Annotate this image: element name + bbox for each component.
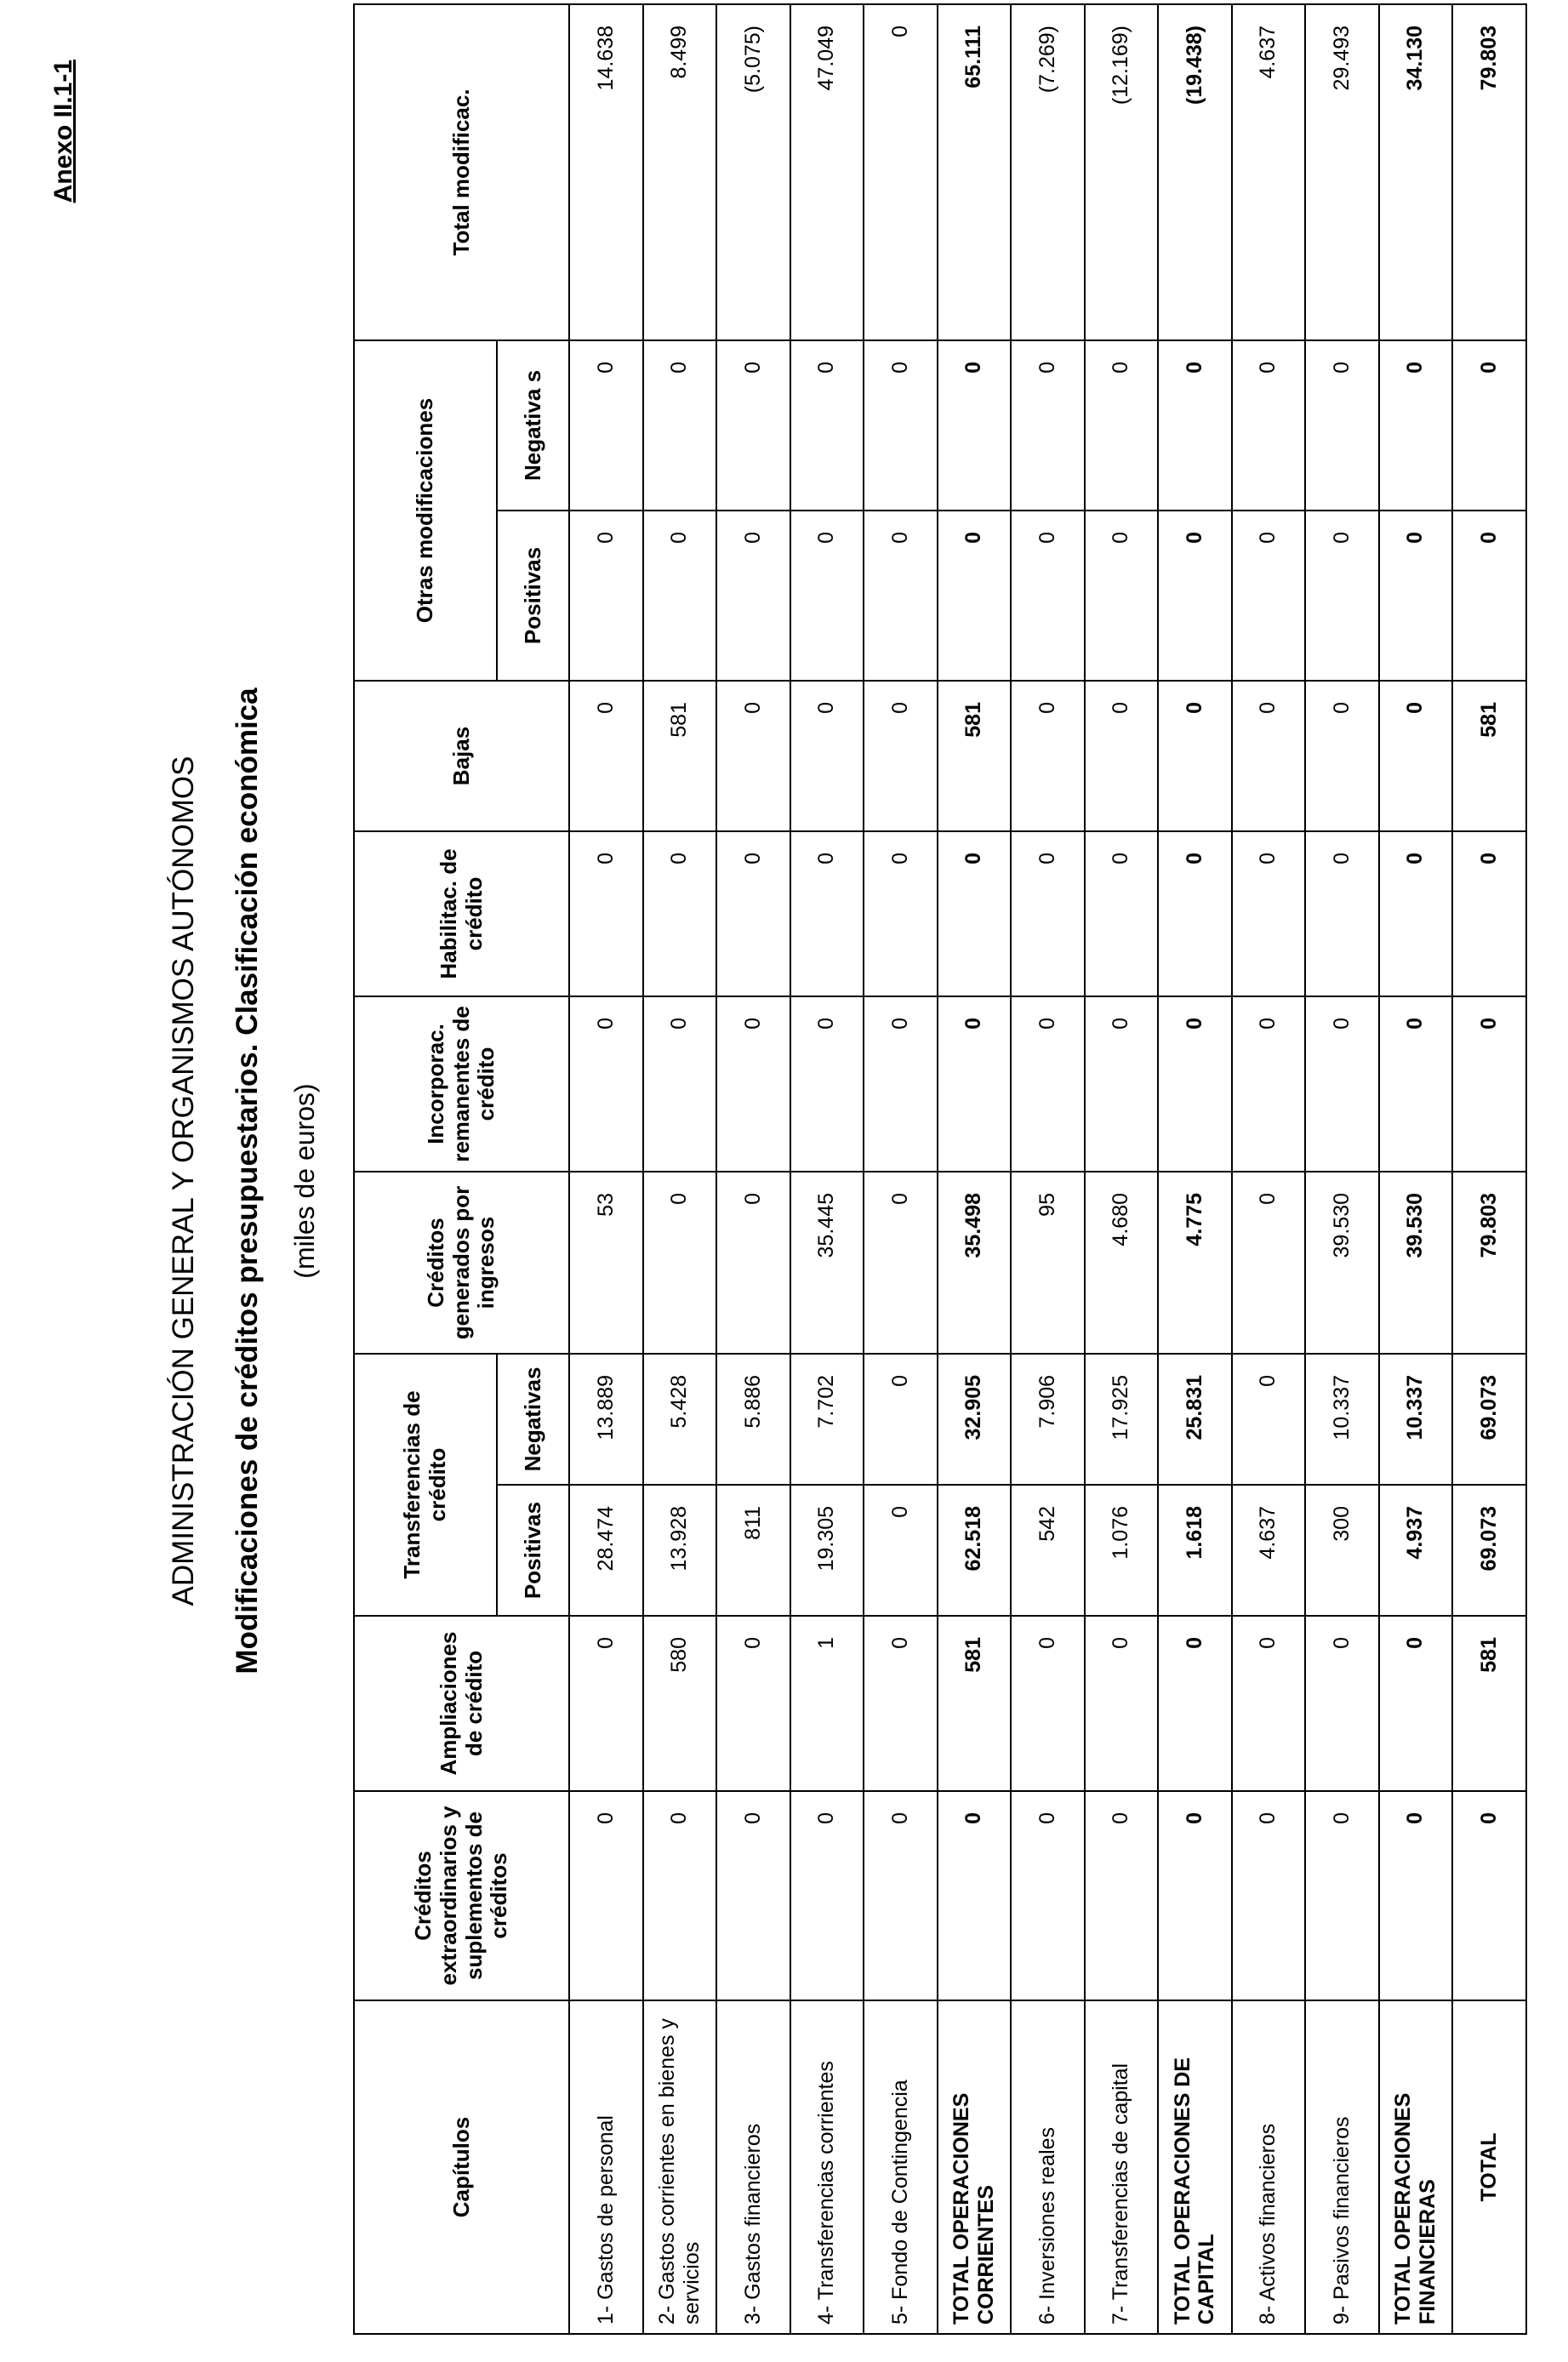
cell: 32.905 [938,1354,1012,1485]
cell: 0 [1452,1791,1526,2000]
budget-modifications-table [353,3,1527,2335]
cell: 0 [569,340,643,511]
cell: 0 [1305,340,1379,511]
cell: 35.498 [938,1172,1012,1354]
cell: 0 [1379,681,1453,831]
cell: 0 [643,340,717,511]
cell: 0 [1452,511,1526,681]
cell: 0 [1011,511,1085,681]
cell: 0 [1452,996,1526,1172]
cell: 8.499 [643,4,717,340]
row-label: 4- Transferencias corrientes [790,2000,864,2334]
row-label: TOTAL [1452,2000,1526,2334]
table-row [1305,4,1379,2334]
cell: 0 [1158,996,1232,1172]
cell: 0 [1452,340,1526,511]
cell: 7.702 [790,1354,864,1485]
cell: 0 [864,681,938,831]
cell: (12.169) [1085,4,1159,340]
cell: 14.638 [569,4,643,340]
cell: 17.925 [1085,1354,1159,1485]
cell: 79.803 [1452,4,1526,340]
cell: 0 [569,1791,643,2000]
cell: 0 [1158,681,1232,831]
cell: 39.530 [1305,1172,1379,1354]
cell: 0 [864,340,938,511]
cell: 0 [716,996,790,1172]
cell: 580 [643,1616,717,1791]
cell: 0 [864,996,938,1172]
header-otras: Otras modificaciones [354,340,497,681]
row-label: 2- Gastos corrientes en bienes y servicios [643,2000,717,2334]
cell: 0 [716,340,790,511]
cell: 0 [790,511,864,681]
cell: 0 [1232,831,1306,996]
header-transferencias: Transferencias de crédito [354,1354,497,1616]
cell: 0 [643,996,717,1172]
row-label: 6- Inversiones reales [1011,2000,1085,2334]
cell: 0 [1232,1172,1306,1354]
cell: 62.518 [938,1485,1012,1616]
cell: 47.049 [790,4,864,340]
cell: 581 [1452,1616,1526,1791]
cell: 0 [1011,1616,1085,1791]
title-line-2: Modificaciones de créditos presupuestarios. Clasificación económica [231,687,264,1675]
row-label: 9- Pasivos financieros [1305,2000,1379,2334]
cell: 1.076 [1085,1485,1159,1616]
header-transf-negativas: Negativas [497,1354,569,1485]
cell: 0 [864,1172,938,1354]
cell: 0 [1232,511,1306,681]
cell: 0 [569,511,643,681]
cell: 69.073 [1452,1485,1526,1616]
units-label: (miles de euros) [289,1083,320,1279]
cell: (7.269) [1011,4,1085,340]
table-row [569,4,643,2334]
cell: 53 [569,1172,643,1354]
header-ampliaciones: Ampliaciones de crédito [354,1616,569,1791]
cell: 0 [790,681,864,831]
cell: 4.637 [1232,1485,1306,1616]
cell: 0 [716,681,790,831]
header-otras-negativas: Negativa s [497,340,569,511]
cell: 581 [938,681,1012,831]
subtotal-row [938,4,1012,2334]
header-bajas: Bajas [354,681,569,831]
cell: 1 [790,1616,864,1791]
header-extraordinarios: Créditos extraordinarios y suplementos de créditos [354,1791,569,2000]
cell: 0 [1011,1791,1085,2000]
cell: 0 [1305,511,1379,681]
cell: 0 [1232,340,1306,511]
cell: 0 [1158,1791,1232,2000]
cell: 0 [790,1791,864,2000]
cell: 0 [938,511,1012,681]
cell: 1.618 [1158,1485,1232,1616]
cell: 0 [1232,681,1306,831]
row-label: 8- Activos financieros [1232,2000,1306,2334]
cell: 300 [1305,1485,1379,1616]
header-total: Total modificac. [354,4,569,340]
cell: 0 [1452,831,1526,996]
table-row [864,4,938,2334]
subtotal-row [1379,4,1453,2334]
row-label: 5- Fondo de Contingencia [864,2000,938,2334]
row-label: TOTAL OPERACIONES DE CAPITAL [1158,2000,1232,2334]
cell: 0 [938,996,1012,1172]
cell: 95 [1011,1172,1085,1354]
cell: 79.803 [1452,1172,1526,1354]
cell: 0 [864,511,938,681]
cell: 0 [1085,511,1159,681]
cell: 0 [716,511,790,681]
cell: 4.680 [1085,1172,1159,1354]
cell: 0 [569,996,643,1172]
cell: 0 [643,1791,717,2000]
cell: 5.428 [643,1354,717,1485]
cell: 0 [1158,340,1232,511]
cell: 0 [790,340,864,511]
cell: 0 [1085,681,1159,831]
cell: 0 [790,831,864,996]
cell: 0 [569,831,643,996]
cell: 0 [716,1616,790,1791]
cell: 0 [1158,511,1232,681]
header-generados: Créditos generados por ingresos [354,1172,569,1354]
cell: 0 [864,1485,938,1616]
cell: 19.305 [790,1485,864,1616]
cell: 0 [864,1354,938,1485]
cell: 0 [716,1172,790,1354]
cell: 581 [1452,681,1526,831]
table-row [1011,4,1085,2334]
cell: 13.889 [569,1354,643,1485]
cell: 7.906 [1011,1354,1085,1485]
header-incorporac: Incorporac. remanentes de crédito [354,996,569,1172]
cell: 0 [864,4,938,340]
cell: 0 [864,1791,938,2000]
cell: 0 [864,1616,938,1791]
cell: 581 [938,1616,1012,1791]
annex-label: Anexo II.1-1 [49,60,77,203]
cell: 0 [1232,1791,1306,2000]
cell: 0 [938,1791,1012,2000]
title-line-1: ADMINISTRACIÓN GENERAL Y ORGANISMOS AUTÓNOMOS [167,756,200,1606]
row-label: 1- Gastos de personal [569,2000,643,2334]
cell: 811 [716,1485,790,1616]
cell: 0 [1085,1616,1159,1791]
cell: 0 [716,831,790,996]
table-row [643,4,717,2334]
table-row [716,4,790,2334]
cell: 10.337 [1305,1354,1379,1485]
cell: 29.493 [1305,4,1379,340]
cell: 0 [938,831,1012,996]
cell: 0 [1232,1616,1306,1791]
cell: 0 [643,511,717,681]
cell: 0 [1379,1791,1453,2000]
row-label: TOTAL OPERACIONES CORRIENTES [938,2000,1012,2334]
cell: 65.111 [938,4,1012,340]
cell: (19.438) [1158,4,1232,340]
cell: 0 [1158,831,1232,996]
header-transf-positivas: Positivas [497,1485,569,1616]
total-row [1452,4,1526,2334]
cell: 69.073 [1452,1354,1526,1485]
cell: 0 [1305,681,1379,831]
table-row [1085,4,1159,2334]
cell: 0 [643,831,717,996]
cell: 0 [1305,831,1379,996]
cell: 25.831 [1158,1354,1232,1485]
cell: 0 [1379,511,1453,681]
row-label: TOTAL OPERACIONES FINANCIERAS [1379,2000,1453,2334]
cell: 5.886 [716,1354,790,1485]
table-row [790,4,864,2334]
cell: 0 [938,340,1012,511]
cell: (5.075) [716,4,790,340]
cell: 0 [1085,340,1159,511]
cell: 0 [1011,340,1085,511]
cell: 4.637 [1232,4,1306,340]
cell: 0 [790,996,864,1172]
cell: 0 [1232,996,1306,1172]
cell: 0 [1011,681,1085,831]
cell: 0 [569,681,643,831]
cell: 0 [569,1616,643,1791]
cell: 0 [1379,1616,1453,1791]
cell: 0 [1305,1791,1379,2000]
cell: 0 [1379,340,1453,511]
cell: 0 [1305,996,1379,1172]
cell: 0 [1158,1616,1232,1791]
cell: 0 [1085,831,1159,996]
cell: 0 [1379,831,1453,996]
cell: 0 [643,1172,717,1354]
subtotal-row [1158,4,1232,2334]
header-otras-positivas: Positivas [497,511,569,681]
cell: 4.775 [1158,1172,1232,1354]
cell: 10.337 [1379,1354,1453,1485]
row-label: 3- Gastos financieros [716,2000,790,2334]
cell: 34.130 [1379,4,1453,340]
cell: 35.445 [790,1172,864,1354]
table-body [569,4,1526,2334]
cell: 0 [1011,996,1085,1172]
cell: 0 [1085,1791,1159,2000]
cell: 28.474 [569,1485,643,1616]
cell: 581 [643,681,717,831]
cell: 4.937 [1379,1485,1453,1616]
cell: 39.530 [1379,1172,1453,1354]
cell: 0 [1085,996,1159,1172]
header-habilitac: Habilitac. de crédito [354,831,569,996]
table-row [1232,4,1306,2334]
cell: 542 [1011,1485,1085,1616]
row-label: 7- Transferencias de capital [1085,2000,1159,2334]
header-capitulos: Capítulos [354,2000,569,2334]
cell: 0 [1232,1354,1306,1485]
cell: 13.928 [643,1485,717,1616]
cell: 0 [1379,996,1453,1172]
cell: 0 [1011,831,1085,996]
cell: 0 [864,831,938,996]
cell: 0 [1305,1616,1379,1791]
cell: 0 [716,1791,790,2000]
